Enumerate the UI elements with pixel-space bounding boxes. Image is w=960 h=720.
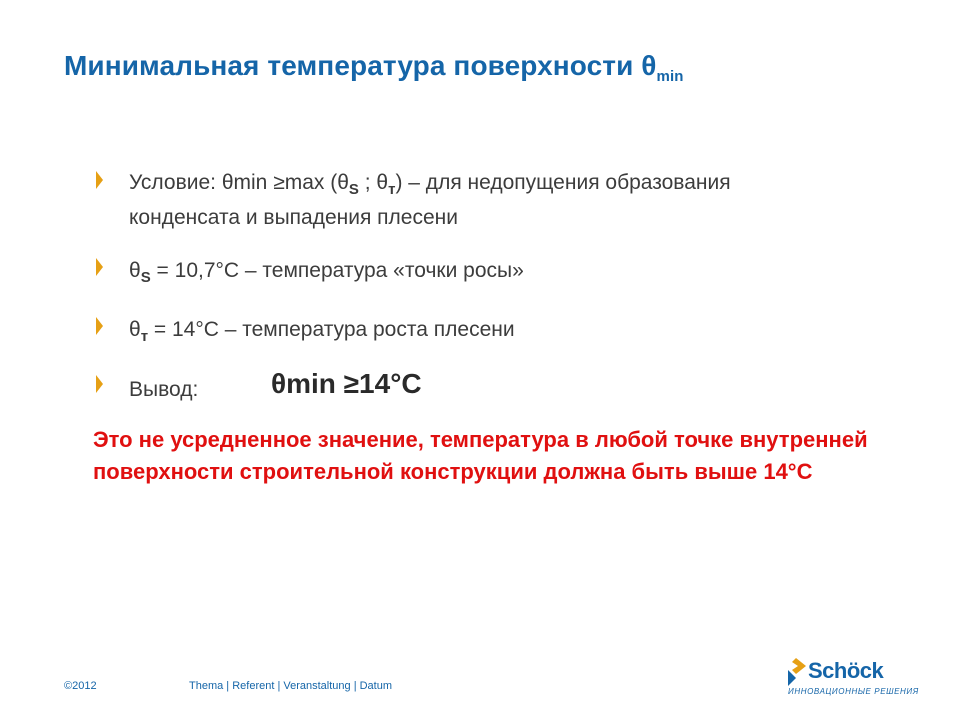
footer-copyright: ©2012 bbox=[64, 680, 97, 692]
theta-symbol: θ bbox=[129, 318, 141, 341]
logo-mark-icon bbox=[786, 658, 808, 686]
logo-tagline: ИННОВАЦИОННЫЕ РЕШЕНИЯ bbox=[788, 687, 919, 696]
bullet-mold bbox=[129, 313, 515, 353]
bullet-condition-end: ) – для недопущения образования bbox=[395, 171, 731, 194]
bullet-arrow-icon bbox=[96, 317, 103, 335]
slide-title-text: Минимальная температура поверхности θ bbox=[64, 50, 657, 81]
bullet-condition bbox=[129, 166, 731, 206]
schoeck-logo bbox=[786, 654, 919, 704]
warning-text: Это не усредненное значение, температура в любой точке внутренней поверхности строительной конструкции должна быть выше 14°C bbox=[93, 427, 868, 484]
slide-title bbox=[64, 50, 684, 85]
bullet-condition-text: Условие: θmin ≥max (θ bbox=[129, 171, 349, 194]
bullet-condition-mid: ; θ bbox=[358, 171, 389, 194]
bullet-mold-text: = 14°C – температура роста плесени bbox=[148, 318, 515, 341]
subscript-t: т bbox=[388, 181, 396, 198]
bullet-arrow-icon bbox=[96, 258, 103, 276]
bullet-arrow-icon bbox=[96, 375, 103, 393]
bullet-dew-point-text: = 10,7°C – температура «точки росы» bbox=[150, 259, 524, 282]
slide-title-subscript: min bbox=[656, 68, 684, 85]
logo-name: Schöck bbox=[808, 658, 884, 683]
bullet-condition-line2: конденсата и выпадения плесени bbox=[129, 206, 458, 229]
bullet-conclusion-label: Вывод: bbox=[129, 378, 199, 401]
conclusion-value: θmin ≥14°C bbox=[271, 368, 422, 399]
subscript-s: S bbox=[140, 269, 151, 286]
bullet-arrow-icon bbox=[96, 171, 103, 189]
theta-symbol: θ bbox=[129, 259, 141, 282]
footer-meta: Thema | Referent | Veranstaltung | Datum bbox=[189, 680, 393, 692]
subscript-t: т bbox=[140, 328, 149, 345]
bullet-dew-point bbox=[129, 254, 524, 294]
subscript-s: S bbox=[348, 181, 359, 198]
